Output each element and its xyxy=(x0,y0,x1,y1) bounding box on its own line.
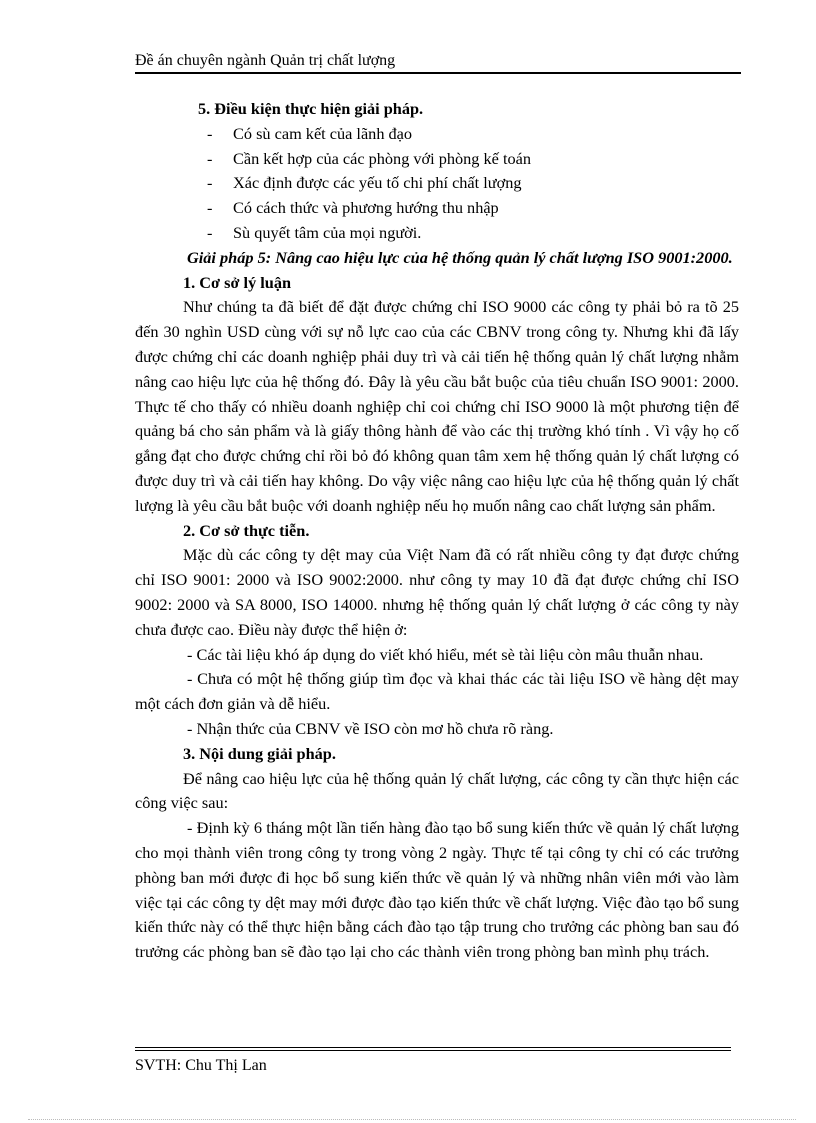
subsection-1-heading: 1. Cơ sở lý luận xyxy=(183,272,292,292)
document-body xyxy=(135,97,739,965)
footer-author: SVTH: Chu Thị Lan xyxy=(135,1057,267,1074)
subsection-3-intro: Để nâng cao hiệu lực của hệ thống quản lý chất lượng, các công ty cần thực hiện các công việc sau: xyxy=(135,768,739,813)
subsection-2-point: - Các tài liệu khó áp dụng do viết khó hiểu, mét sè tài liệu còn mâu thuẫn nhau. xyxy=(187,644,704,664)
section-5-list xyxy=(135,122,739,246)
page-header xyxy=(135,50,741,74)
subsection-3-heading: 3. Nội dung giải pháp. xyxy=(183,743,336,763)
footer-rule-top xyxy=(135,1047,731,1048)
subsection-2-body: Mặc dù các công ty dệt may của Việt Nam đã có rất nhiều công ty đạt được chứng chỉ ISO 9001: 2000 và ISO 9002:2000. như công ty may 10 đã đạt được chứng chỉ ISO 9002: 2000 và SA 8000, ISO 14000. nhưng hệ thống quản lý chất lượng ở các công ty này chưa được cao. Điều này được thể hiện ở: xyxy=(135,545,739,639)
list-item: - Có cách thức và phương hướng thu nhập xyxy=(207,198,499,218)
page-footer xyxy=(135,1055,267,1077)
list-item: - Cần kết hợp của các phòng với phòng kế toán xyxy=(207,148,531,168)
subsection-2-point: - Chưa có một hệ thống giúp tìm đọc và khai thác các tài liệu ISO về hàng dệt may một cách đơn giản và dễ hiểu. xyxy=(135,669,739,714)
subsection-2-heading: 2. Cơ sở thực tiễn. xyxy=(183,520,310,540)
section-5-heading: 5. Điều kiện thực hiện giải pháp. xyxy=(198,99,424,118)
list-item: - Xác định được các yếu tố chi phí chất lượng xyxy=(207,173,522,193)
footer-rule-bottom xyxy=(135,1050,731,1051)
header-title: Đề án chuyên ngành Quản trị chất lượng xyxy=(135,52,396,69)
page-edge-divider xyxy=(28,1119,796,1120)
list-item: - Có sù cam kết của lãnh đạo xyxy=(207,123,413,143)
subsection-2-point: - Nhận thức của CBNV về ISO còn mơ hồ chưa rõ ràng. xyxy=(187,718,554,738)
list-item: - Sù quyết tâm của mọi người. xyxy=(207,222,422,242)
subsection-1-body: Như chúng ta đã biết để đặt được chứng chỉ ISO 9000 các công ty phải bỏ ra tõ 25 đến 30 nghìn USD cùng với sự nỗ lực cao của các CBNV trong công ty. Nhưng khi đã lấy được chứng chỉ các doanh nghiệp phải duy trì và cải tiến hệ thống quản lý chất lượng nhằm nâng cao hiệu lực của hệ thống đó. Đây là yêu cầu bắt buộc của tiêu chuẩn ISO 9001: 2000. Thực tế cho thấy có nhiều doanh nghiệp chỉ coi chứng chỉ ISO 9000 là một phương tiện để quảng bá cho sản phẩm và là giấy thông hành để vào các thị trường khó tính . Vì vậy họ cố gắng đạt cho được chứng chỉ rồi bỏ đó không quan tâm xem hệ thống quản lý chất lượng có được duy trì và cải tiến hay không. Do vậy việc nâng cao hiệu lực của hệ thống quản lý chất lượng là yêu cầu bắt buộc với doanh nghiệp nếu họ muốn nâng cao chất lượng sản phẩm. xyxy=(135,297,739,515)
solution-5-heading: Giải pháp 5: Nâng cao hiệu lực của hệ thống quản lý chất lượng ISO 9001:2000. xyxy=(187,247,733,267)
subsection-3-point: - Định kỳ 6 tháng một lần tiến hàng đào tạo bổ sung kiến thức về quản lý chất lượng cho mọi thành viên trong công ty trong vòng 2 ngày. Thực tế tại công ty chỉ có các trưởng phòng ban mới được đi học bổ sung kiến thức về quản lý và những nhân viên mới vào làm việc tại các công ty dệt may mới được đào tạo kiến thức về chất lượng. Việc đào tạo bổ sung kiến thức này có thể thực hiện bằng cách đào tạo tập trung cho trưởng các phòng ban sau đó trưởng các phòng ban sẽ đào tạo lại cho các thành viên trong phòng ban mình phụ trách. xyxy=(135,818,739,962)
